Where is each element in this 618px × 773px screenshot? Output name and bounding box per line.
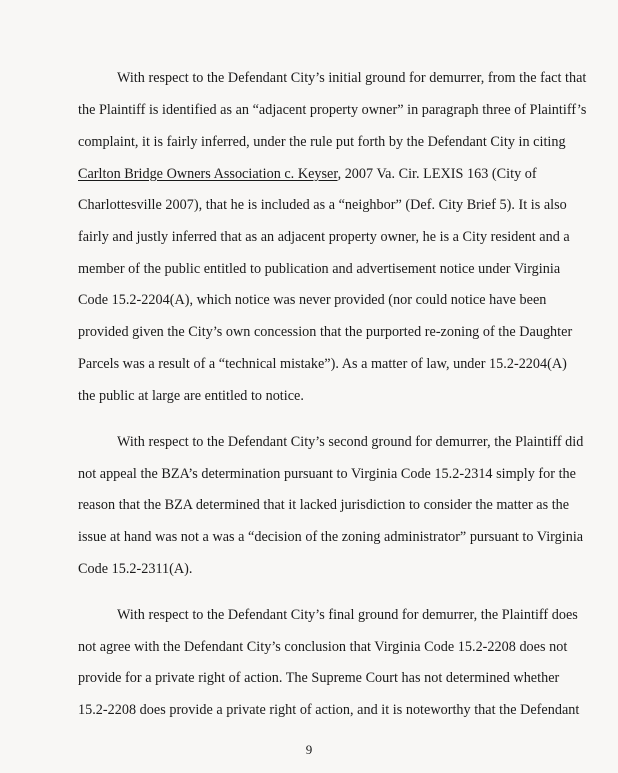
text-line: member of the public entitled to publication and advertisement notice under Virginia (78, 261, 561, 277)
text-line: With respect to the Defendant City’s final ground for demurrer, the Plaintiff does (117, 607, 578, 623)
text-line: the public at large are entitled to notice. (78, 388, 304, 404)
text-line: Parcels was a result of a “technical mistake”). As a matter of law, under 15.2-2204(A) (78, 356, 567, 372)
page-number: 9 (305, 742, 313, 757)
text-line: not appeal the BZA’s determination pursuant to Virginia Code 15.2-2314 simply for the (78, 466, 576, 482)
text-line: With respect to the Defendant City’s initial ground for demurrer, from the fact that (117, 70, 587, 86)
text-line: Code 15.2-2204(A), which notice was never provided (nor could notice have been (78, 292, 547, 308)
citation-rest: , 2007 Va. Cir. LEXIS 163 (City of (337, 166, 537, 182)
text-line: not agree with the Defendant City’s conclusion that Virginia Code 15.2-2208 does not (78, 639, 568, 655)
text-line: Code 15.2-2311(A). (78, 561, 193, 577)
text-line: With respect to the Defendant City’s second ground for demurrer, the Plaintiff did (117, 434, 584, 450)
text-line: complaint, it is fairly inferred, under the rule put forth by the Defendant City in citing (78, 134, 566, 150)
text-line: fairly and justly inferred that as an adjacent property owner, he is a City resident and a (78, 229, 570, 245)
text-line: provided given the City’s own concession that the purported re-zoning of the Daughter (78, 324, 573, 340)
text-line: issue at hand was not a was a “decision of the zoning administrator” pursuant to Virginia (78, 529, 584, 545)
text-line: Charlottesville 2007), that he is included as a “neighbor” (Def. City Brief 5). It is also (78, 197, 567, 213)
text-line (78, 167, 537, 181)
text-line: provide for a private right of action. The Supreme Court has not determined whether (78, 670, 560, 686)
text-line: 15.2-2208 does provide a private right of action, and it is noteworthy that the Defendant (78, 702, 580, 718)
case-citation: Carlton Bridge Owners Association c. Keyser (78, 166, 338, 182)
text-line: reason that the BZA determined that it lacked jurisdiction to consider the matter as the (78, 497, 570, 513)
text-line: the Plaintiff is identified as an “adjacent property owner” in paragraph three of Plaintiff’s (78, 102, 587, 118)
